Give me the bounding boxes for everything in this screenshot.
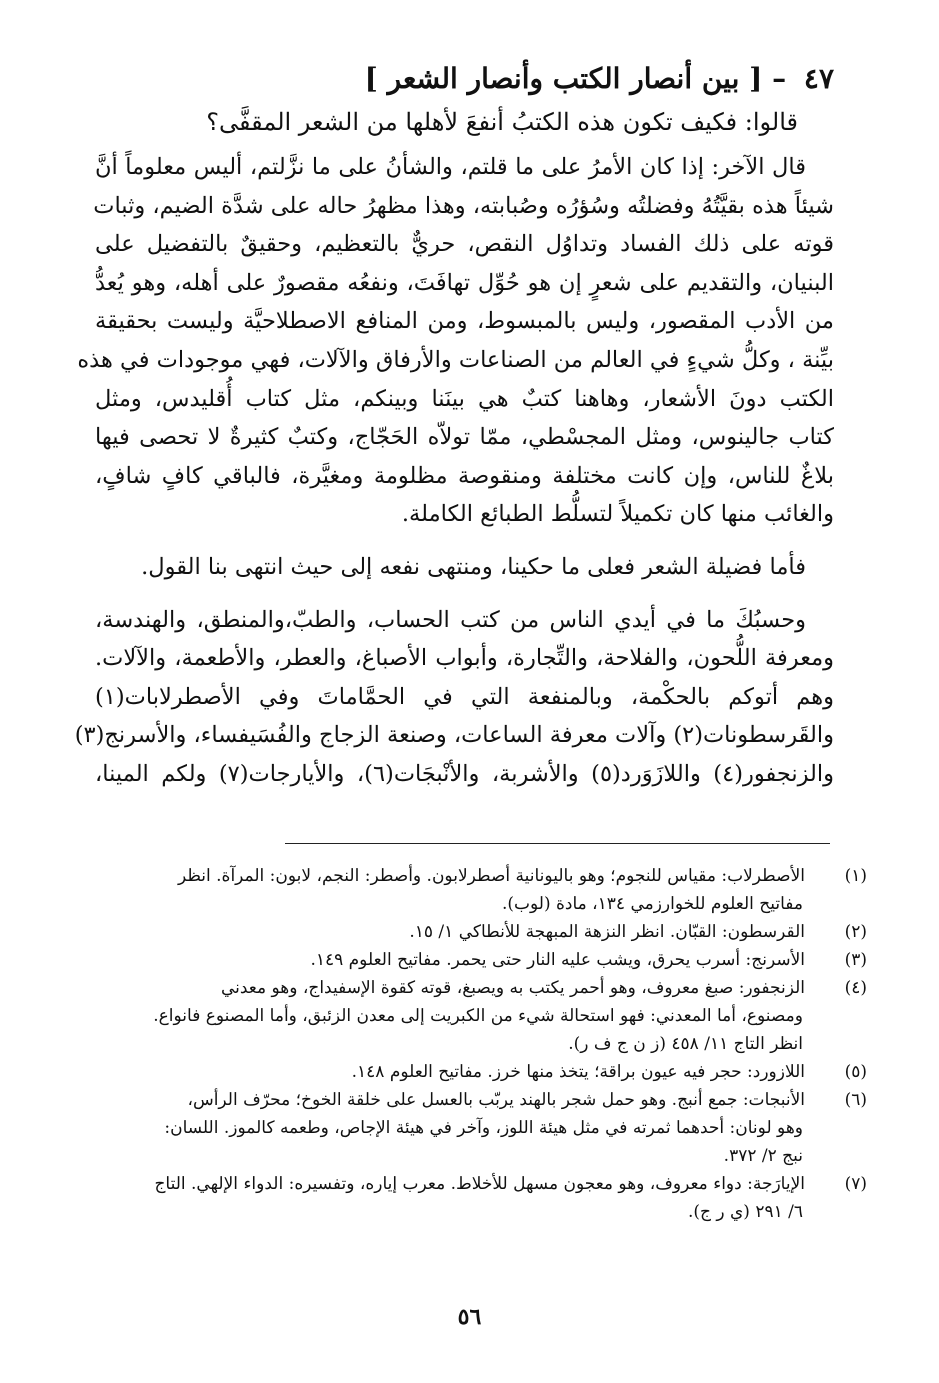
section-title: [ بين أنصار الكتب وأنصار الشعر ]	[364, 62, 763, 95]
paragraph-line: من الأدب المقصور، وليس بالمبسوط، ومن المنافع الاصطلاحيَّة وليست بحقيقة	[95, 308, 834, 335]
footnote	[102, 1058, 867, 1086]
paragraph-1	[77, 148, 834, 534]
footnote-text: الإيارَجة: دواء معروف، وهو معجون مسهل للأخلاط. معرب إياره، وتفسيره: الدواء الإلهي. التاج	[154, 1174, 805, 1194]
footnote	[102, 974, 867, 1058]
paragraph-line: والقَرسطونات(٢) وآلات معرفة الساعات، وصنعة الزجاج والفُسَيفساء، والأسرنج(٣)	[74, 722, 834, 749]
footnote-number: (٣)	[844, 950, 867, 970]
footnote-text: وهو لونان: أحدهما ثمرته في مثل هيئة اللوز، وآخر في هيئة الإجاص، وطعمه كالموز. اللسان:	[164, 1118, 803, 1138]
footnote-number: (١)	[844, 866, 867, 886]
question-line: قالوا: فكيف تكون هذه الكتبُ أنفعَ لأهلها من الشعر المقفَّى؟	[206, 108, 798, 136]
footnote-text: انظر التاج ١١/ ٤٥٨ (ز ن ج ف ر).	[568, 1034, 803, 1054]
footnote-number: (٦)	[844, 1090, 867, 1110]
footnote-number: (٢)	[844, 922, 867, 942]
footnote-number: (٤)	[844, 978, 867, 998]
footnote-number: (٥)	[844, 1062, 867, 1082]
paragraph-line: كتاب جالينوس، ومثل المجسْطي، ممّا تولاّه الحَجّاج، وكتبٌ كثيرةٌ لا تحصى فيها	[95, 424, 834, 451]
paragraph-line: والغائب منها كان تكميلاً لتسلُّط الطبائع الكاملة.	[401, 501, 834, 528]
paragraph-line: بلاغٌ للناس، وإن كانت مختلفة ومنقوصة مظلومة ومغيَّرة، فالباقي كافٍ شافٍ،	[95, 462, 834, 489]
footnote-text: الأنبجات: جمع أنبج. وهو حمل شجر بالهند يربّب بالعسل على خلقة الخوخ؛ محرّف الرأس،	[187, 1090, 805, 1110]
paragraph-line: البنيان، والتقديم على شعرٍ إن هو حُوِّل تهافَتَ، ونفعُه مقصورٌ على أهله، وهو يُعدُّ	[95, 269, 834, 296]
page-number: ٥٦	[457, 1304, 482, 1330]
paragraph-line: الكتب دونَ الأشعار، وهاهنا كتبٌ هي بينَنا وبينكم، مثل كتاب أُقليدس، ومثل	[95, 385, 834, 412]
footnote-divider	[285, 843, 830, 844]
footnote	[102, 1086, 867, 1170]
footnote-text: الزنجفور: صبغ معروف، وهو أحمر يكتب به ويصبغ، قوته كقوة الإسفيداج، وهو معدني	[220, 978, 805, 998]
footnote-text: ٦/ ٢٩١ (ي ر ج).	[687, 1202, 803, 1222]
footnote	[102, 1170, 867, 1226]
paragraph-line: بيِّنة ، وكلُّ شيءٍ في العالم من الصناعات والأرفاق والآلات، فهي موجودات في هذه	[77, 346, 834, 373]
footnote-text: مفاتيح العلوم للخوارزمي ١٣٤، مادة (لوب).	[501, 894, 803, 914]
paragraph-line: قال الآخر: إذا كان الأمرُ على ما قلتم، والشأنُ على ما نزَّلتم، أليس معلوماً أنَّ	[95, 154, 806, 180]
footnote-text: الأصطرلاب: مقياس للنجوم؛ وهو باليونانية أصطرلابون. وأصطر: النجم، لابون: المرآة. انظر	[177, 866, 805, 886]
paragraph-line: شيئاً هذه بقيَّتُهُ وفضلتُه وسُؤرُه وصُبابته، وهذا مظهرُ حاله على شدَّة الضيم، وثبات	[93, 192, 834, 219]
paragraph-3	[74, 601, 835, 794]
footnote-text: اللازورد: حجر فيه عيون براقة؛ يتخذ منها خرز. مفاتيح العلوم ١٤٨.	[351, 1062, 805, 1082]
section-dash: –	[772, 62, 787, 95]
footnote-text: القرسطون: القبّان. انظر النزهة المبهجة للأنطاكي ١/ ١٥.	[409, 922, 805, 942]
footnote-text: الأسرنج: أسرب يحرق، ويشب عليه النار حتى يحمر. مفاتيح العلوم ١٤٩.	[310, 950, 805, 970]
footnote	[102, 946, 867, 974]
footnote-number: (٧)	[844, 1174, 867, 1194]
section-number: ٤٧	[803, 62, 834, 95]
section-heading	[95, 58, 834, 100]
footnote	[102, 918, 867, 946]
footnote	[102, 862, 867, 918]
paragraph-line: ومعرفة اللُّحون، والفلاحة، والتِّجارة، وأبواب الأصباغ، والعطر، والأطعمة، والآلات.	[95, 645, 834, 672]
paragraph-line: وحسبُكَ ما في أيدي الناس من كتب الحساب، والطبّ،والمنطق، والهندسة،	[95, 606, 806, 633]
paragraph-2: فأما فضيلة الشعر فعلى ما حكينا، ومنتهى نفعه إلى حيث انتهى بنا القول.	[141, 553, 806, 580]
paragraph-line: وهم أتوكم بالحكْمة، وبالمنفعة التي في الحمَّاماتَ وفي الأصطرلابات(١)	[95, 683, 834, 710]
footnote-text: ومصنوع، أما المعدني: فهو استحالة شيء من الكبريت إلى معدن الزئبق، وأما المصنوع فانواع.	[153, 1006, 803, 1026]
footnote-text: نبج ٢/ ٣٧٢.	[723, 1146, 803, 1166]
footnotes	[102, 862, 867, 1226]
paragraph-line: قوته على ذلك الفساد وتداوُل النقص، حريٌّ بالتعظيم، وحقيقٌ بالتفضيل على	[95, 231, 834, 258]
paragraph-line: والزنجفور(٤) واللازَوَرد(٥) والأشربة، والأنْبجَات(٦)، والأيارجات(٧) ولكم المينا،	[95, 760, 835, 787]
